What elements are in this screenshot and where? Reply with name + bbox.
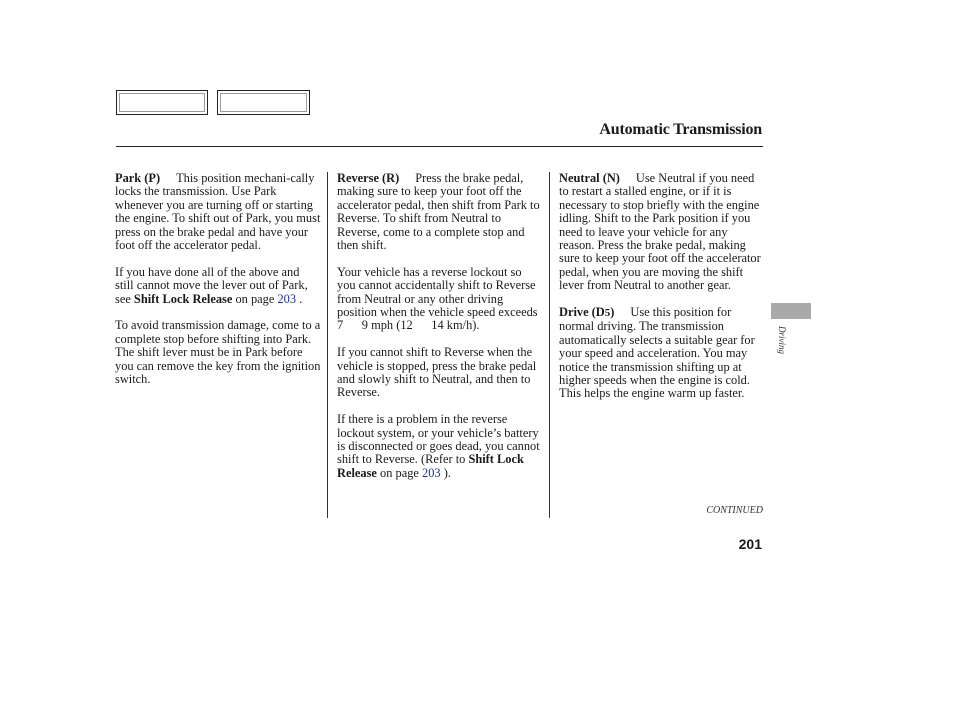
neutral-paragraph [559,172,763,293]
drive-paragraph [559,306,763,401]
section-tab-label: Driving [777,326,787,354]
shift-lock-release-ref: Shift Lock Release [133,291,233,306]
park-damage-paragraph: To avoid transmission damage, come to a complete stop before shifting into Park. The shift lever must be in Park before you can remove the key from the ignition switch. [115,318,321,387]
neutral-body: Use Neutral if you need to restart a stalled engine, or if it is necessary to stop briefly with the engine idling. Shift to the Park position if you need to leave your vehicle for any reason. Press the brake pedal, making sure to keep your foot off the accelerator pedal, when you are moving the shift lever from Neutral to another gear. [559,171,761,293]
column-divider [549,172,550,518]
column-divider [327,172,328,518]
drive-heading-main: Drive (D [559,305,605,320]
park-lever-text-mid: on page [232,291,278,306]
index-button[interactable] [217,90,310,115]
title-divider [116,146,763,147]
column-park [115,172,321,400]
reverse-paragraph [337,172,543,252]
reverse-body: Press the brake pedal, making sure to keep your foot off the accelerator pedal, then shift from Park to Reverse. To shift from Neutral to Reverse, come to a complete stop and then shift. [337,171,540,253]
drive-body: Use this position for normal driving. The transmission automatically selects a suitable gear for your speed and acceleration. You may notice the transmission shifting up at higher speeds when the engine is cold. This helps the engine warm up faster. [559,305,755,401]
column-neutral-drive [559,172,763,414]
drive-heading-close: ) [610,305,615,320]
park-lever-paragraph [115,266,321,306]
park-paragraph [115,172,321,252]
drive-heading-sub: 5 [604,307,611,320]
neutral-heading: Neutral (N) [559,171,620,185]
page-203-link[interactable]: 203 [422,465,441,480]
column-reverse [337,172,543,494]
reverse-problem-text-end: ). [440,465,451,480]
park-body: This position mechani-cally locks the transmission. Use Park whenever you are turning off or starting the engine. To shift out of Park, you must press on the brake pedal and have your foot off the accelerator pedal. [115,171,321,253]
page-number: 201 [738,536,762,552]
reverse-problem-paragraph [337,413,543,480]
reverse-problem-text-mid: on page [376,465,422,480]
park-heading: Park (P) [115,171,161,185]
section-tab[interactable] [771,303,811,319]
reverse-lockout-paragraph: Your vehicle has a reverse lockout so you cannot accidentally shift to Reverse from Neutral or any other driving position when the vehicle speed exceeds 7 9 mph (12 14 km/h). [337,264,538,333]
reverse-problem-text: If there is a problem in the reverse lockout system, or your vehicle’s battery is disconnected or goes dead, you cannot shift to Reverse. (Refer to [337,412,540,467]
reverse-heading: Reverse (R) [337,171,400,185]
continued-label: CONTINUED [706,505,763,516]
page-title: Automatic Transmission [599,121,762,138]
park-lever-text-end: . [296,291,303,306]
drive-heading [559,305,614,319]
page-203-link[interactable]: 203 [277,291,297,306]
park-lever-text: If you have done all of the above and still cannot move the lever out of Park, see [115,264,308,306]
main-menu-button[interactable] [116,90,208,115]
shift-lock-release-ref: Shift Lock Release [337,452,524,480]
reverse-stopped-paragraph: If you cannot shift to Reverse when the vehicle is stopped, press the brake pedal and slowly shift to Neutral, and then to Reverse. [337,345,537,400]
